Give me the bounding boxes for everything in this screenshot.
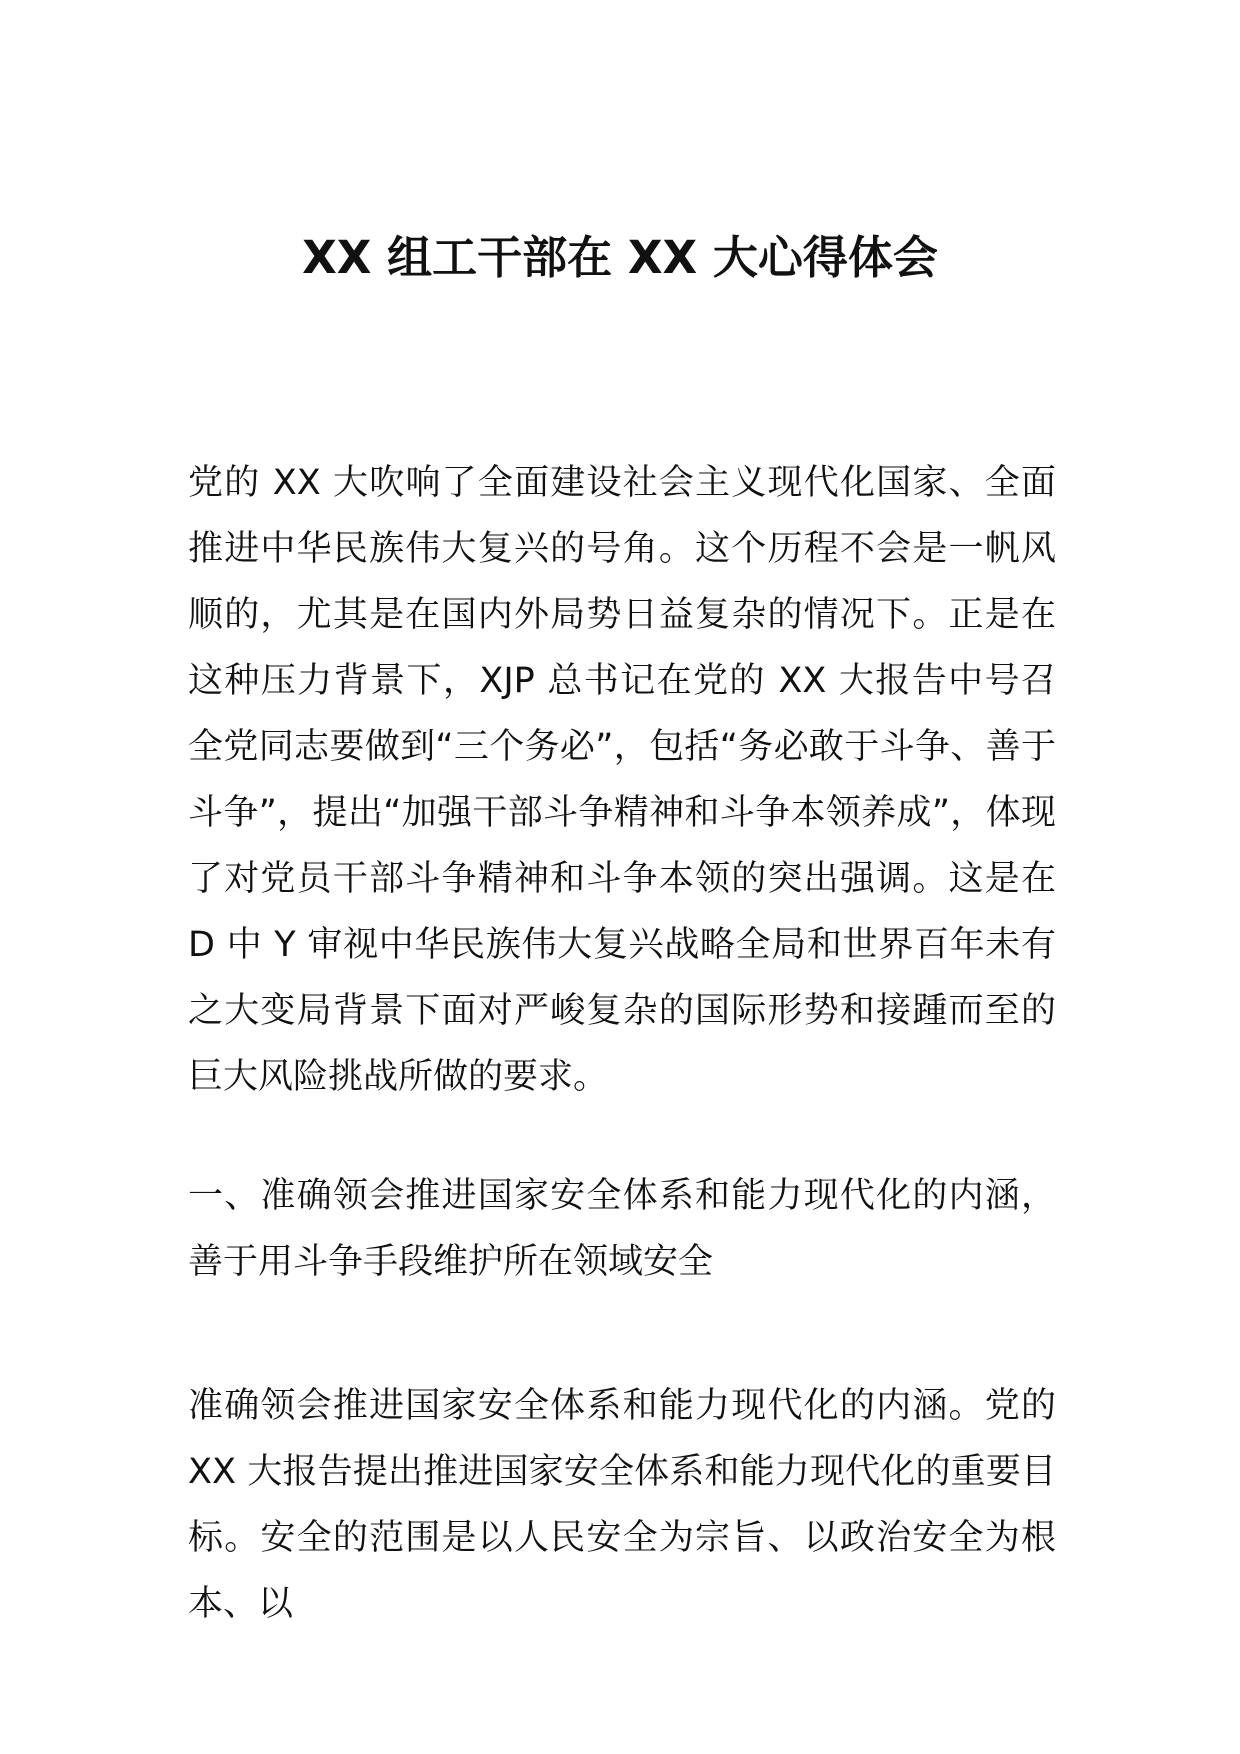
body-paragraph: 党的 XX 大吹响了全面建设社会主义现代化国家、全面推进中华民族伟大复兴的号角。这个历程不会是一帆风顺的，尤其是在国内外局势日益复杂的情况下。正是在这种压力背景下，XJP 总书记在党的 XX 大报告中号召全党同志要做到“三个务必”，包括“务必敢于斗争、善于斗争”，提出“加强干部斗争精神和斗争本领养成”，体现了对党员干部斗争精神和斗争本领的突出强调。这是在 D 中 Y 审视中华民族伟大复兴战略全局和世界百年未有之大变局背景下面对严峻复杂的国际形势和接踵而至的巨大风险挑战所做的要求。	[188, 463, 1056, 1097]
section-heading: 一、准确领会推进国家安全体系和能力现代化的内涵，善于用斗争手段维护所在领域安全	[188, 1176, 1056, 1282]
body-paragraph: 准确领会推进国家安全体系和能力现代化的内涵。党的 XX 大报告提出推进国家安全体系和能力现代化的重要目标。安全的范围是以人民安全为宗旨、以政治安全为根本、以	[188, 1386, 1056, 1624]
document-title: XX 组工干部在 XX 大心得体会	[302, 231, 938, 285]
